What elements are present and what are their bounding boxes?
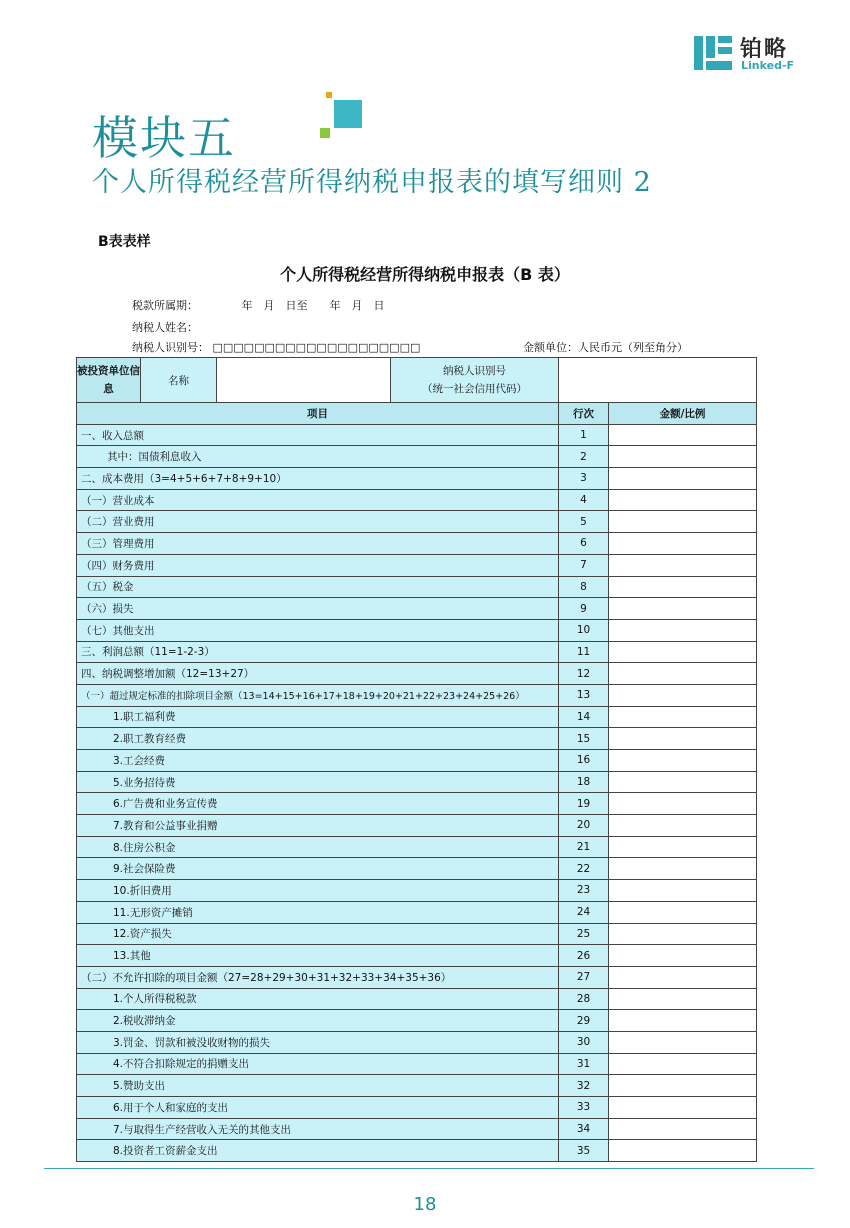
table-row xyxy=(77,793,757,815)
row-amount-field[interactable] xyxy=(609,554,757,576)
investee-name-label: 名称 xyxy=(141,358,217,403)
taxid-label-line1: 纳税人识别号 xyxy=(443,365,506,377)
row-amount-field[interactable] xyxy=(609,1118,757,1140)
row-label: 一、收入总额 xyxy=(77,424,559,446)
row-number: 12 xyxy=(559,663,609,685)
row-number: 19 xyxy=(559,793,609,815)
row-label: 3.罚金、罚款和被没收财物的损失 xyxy=(77,1031,559,1053)
row-amount-field[interactable] xyxy=(609,446,757,468)
row-number: 34 xyxy=(559,1118,609,1140)
row-amount-field[interactable] xyxy=(609,1010,757,1032)
col-header-row-no: 行次 xyxy=(559,403,609,425)
row-label: 5.业务招待费 xyxy=(77,771,559,793)
row-amount-field[interactable] xyxy=(609,945,757,967)
table-row xyxy=(77,641,757,663)
row-label: 10.折旧费用 xyxy=(77,880,559,902)
row-label: （五）税金 xyxy=(77,576,559,598)
row-number: 21 xyxy=(559,836,609,858)
row-label: 三、利润总额（11=1-2-3） xyxy=(77,641,559,663)
row-amount-field[interactable] xyxy=(609,424,757,446)
row-label: （四）财务费用 xyxy=(77,554,559,576)
row-number: 33 xyxy=(559,1097,609,1119)
row-amount-field[interactable] xyxy=(609,836,757,858)
row-amount-field[interactable] xyxy=(609,511,757,533)
table-row xyxy=(77,533,757,555)
row-amount-field[interactable] xyxy=(609,684,757,706)
table-row xyxy=(77,836,757,858)
row-label: 3.工会经费 xyxy=(77,750,559,772)
row-number: 11 xyxy=(559,641,609,663)
row-amount-field[interactable] xyxy=(609,468,757,490)
row-amount-field[interactable] xyxy=(609,815,757,837)
row-label: （二）不允许扣除的项目金额（27=28+29+30+31+32+33+34+35+36） xyxy=(77,966,559,988)
section-label: B表表样 xyxy=(98,234,151,250)
row-amount-field[interactable] xyxy=(609,1075,757,1097)
table-row xyxy=(77,880,757,902)
period-value: 年 月 日至 年 月 日 xyxy=(241,299,385,312)
row-number: 26 xyxy=(559,945,609,967)
row-number: 29 xyxy=(559,1010,609,1032)
row-number: 16 xyxy=(559,750,609,772)
row-amount-field[interactable] xyxy=(609,576,757,598)
row-number: 32 xyxy=(559,1075,609,1097)
row-label: 7.与取得生产经营收入无关的其他支出 xyxy=(77,1118,559,1140)
table-row xyxy=(77,446,757,468)
row-label: 2.税收滞纳金 xyxy=(77,1010,559,1032)
row-amount-field[interactable] xyxy=(609,663,757,685)
row-amount-field[interactable] xyxy=(609,1053,757,1075)
table-row xyxy=(77,945,757,967)
row-number: 5 xyxy=(559,511,609,533)
period-row xyxy=(132,297,385,313)
table-row xyxy=(77,771,757,793)
module-title: 模块五 xyxy=(92,111,236,165)
logo-en-text: Linked-F xyxy=(741,59,795,72)
row-amount-field[interactable] xyxy=(609,489,757,511)
row-amount-field[interactable] xyxy=(609,728,757,750)
brand-logo xyxy=(694,30,814,74)
row-amount-field[interactable] xyxy=(609,1031,757,1053)
table-row xyxy=(77,511,757,533)
row-label: （二）营业费用 xyxy=(77,511,559,533)
row-amount-field[interactable] xyxy=(609,750,757,772)
form-title: 个人所得税经营所得纳税申报表（B 表） xyxy=(280,265,570,284)
row-number: 8 xyxy=(559,576,609,598)
row-label: （七）其他支出 xyxy=(77,619,559,641)
row-number: 7 xyxy=(559,554,609,576)
taxpayer-id-row xyxy=(132,339,420,355)
logo-cn-text: 铂略 xyxy=(740,37,789,62)
table-row xyxy=(77,901,757,923)
row-amount-field[interactable] xyxy=(609,641,757,663)
taxpayer-id-label: 纳税人识别号： xyxy=(132,341,209,354)
row-label: 6.广告费和业务宣传费 xyxy=(77,793,559,815)
taxid-label-line2: （统一社会信用代码） xyxy=(422,383,527,395)
row-number: 6 xyxy=(559,533,609,555)
table-row xyxy=(77,706,757,728)
table-row xyxy=(77,728,757,750)
table-row xyxy=(77,750,757,772)
deco-square-green xyxy=(320,128,330,138)
row-number: 2 xyxy=(559,446,609,468)
page-number: 18 xyxy=(413,1194,437,1215)
row-amount-field[interactable] xyxy=(609,966,757,988)
row-number: 31 xyxy=(559,1053,609,1075)
row-number: 28 xyxy=(559,988,609,1010)
table-row xyxy=(77,1097,757,1119)
table-row xyxy=(77,554,757,576)
row-label: 1.个人所得税税款 xyxy=(77,988,559,1010)
investee-row xyxy=(77,358,757,403)
row-number: 13 xyxy=(559,684,609,706)
row-label: （一）营业成本 xyxy=(77,489,559,511)
row-number: 10 xyxy=(559,619,609,641)
table-row xyxy=(77,619,757,641)
row-label: 其中：国债利息收入 xyxy=(77,446,559,468)
table-row xyxy=(77,923,757,945)
table-row xyxy=(77,663,757,685)
row-amount-field[interactable] xyxy=(609,858,757,880)
investee-label: 被投资单位信息 xyxy=(77,358,141,403)
row-label: 12.资产损失 xyxy=(77,923,559,945)
deco-square-teal xyxy=(334,100,362,128)
investee-taxid-label xyxy=(391,358,559,403)
table-row xyxy=(77,489,757,511)
period-label: 税款所属期： xyxy=(132,299,198,312)
taxpayer-id-boxes: □□□□□□□□□□□□□□□□□□□□ xyxy=(212,341,421,354)
row-number: 1 xyxy=(559,424,609,446)
row-number: 25 xyxy=(559,923,609,945)
row-number: 30 xyxy=(559,1031,609,1053)
row-number: 22 xyxy=(559,858,609,880)
row-label: 7.教育和公益事业捐赠 xyxy=(77,815,559,837)
row-amount-field[interactable] xyxy=(609,793,757,815)
table-row xyxy=(77,1140,757,1162)
module-subtitle: 个人所得税经营所得纳税申报表的填写细则 2 xyxy=(92,167,652,198)
row-number: 4 xyxy=(559,489,609,511)
table-row xyxy=(77,424,757,446)
row-label: 4.不符合扣除规定的捐赠支出 xyxy=(77,1053,559,1075)
table-row xyxy=(77,1053,757,1075)
deco-square-yellow xyxy=(326,92,332,98)
row-number: 15 xyxy=(559,728,609,750)
row-number: 3 xyxy=(559,468,609,490)
table-row xyxy=(77,966,757,988)
table-row xyxy=(77,684,757,706)
row-number: 27 xyxy=(559,966,609,988)
row-amount-field[interactable] xyxy=(609,988,757,1010)
row-amount-field[interactable] xyxy=(609,923,757,945)
row-label: 1.职工福利费 xyxy=(77,706,559,728)
row-number: 35 xyxy=(559,1140,609,1162)
row-label: 二、成本费用（3=4+5+6+7+8+9+10） xyxy=(77,468,559,490)
row-amount-field[interactable] xyxy=(609,1140,757,1162)
row-number: 24 xyxy=(559,901,609,923)
row-amount-field[interactable] xyxy=(609,533,757,555)
table-row xyxy=(77,815,757,837)
row-amount-field[interactable] xyxy=(609,901,757,923)
row-number: 23 xyxy=(559,880,609,902)
row-label: 11.无形资产摊销 xyxy=(77,901,559,923)
row-amount-field[interactable] xyxy=(609,706,757,728)
table-row xyxy=(77,1010,757,1032)
table-row xyxy=(77,1031,757,1053)
row-label: 5.赞助支出 xyxy=(77,1075,559,1097)
row-label: （六）损失 xyxy=(77,598,559,620)
row-label: 8.住房公积金 xyxy=(77,836,559,858)
table-row xyxy=(77,988,757,1010)
row-label: 8.投资者工资薪金支出 xyxy=(77,1140,559,1162)
investee-taxid-field[interactable] xyxy=(559,358,757,403)
row-label: 6.用于个人和家庭的支出 xyxy=(77,1097,559,1119)
tax-form-table xyxy=(76,357,757,1162)
col-header-item: 项目 xyxy=(77,403,559,425)
row-label: 四、纳税调整增加额（12=13+27） xyxy=(77,663,559,685)
header-row xyxy=(77,403,757,425)
row-number: 20 xyxy=(559,815,609,837)
table-row xyxy=(77,598,757,620)
row-label: （三）管理费用 xyxy=(77,533,559,555)
row-amount-field[interactable] xyxy=(609,771,757,793)
investee-name-field[interactable] xyxy=(217,358,391,403)
row-number: 9 xyxy=(559,598,609,620)
row-label: 9.社会保险费 xyxy=(77,858,559,880)
amount-unit-label: 金额单位：人民币元（列至角分） xyxy=(523,341,688,354)
row-number: 14 xyxy=(559,706,609,728)
row-label: （一）超过规定标准的扣除项目金额（13=14+15+16+17+18+19+20+21+22+23+24+25+26） xyxy=(77,684,559,706)
row-number: 18 xyxy=(559,771,609,793)
row-amount-field[interactable] xyxy=(609,880,757,902)
col-header-amount: 金额/比例 xyxy=(609,403,757,425)
table-row xyxy=(77,468,757,490)
table-row xyxy=(77,576,757,598)
row-label: 13.其他 xyxy=(77,945,559,967)
table-row xyxy=(77,1118,757,1140)
logo-mark-icon xyxy=(694,32,734,72)
row-amount-field[interactable] xyxy=(609,1097,757,1119)
footer-divider xyxy=(44,1168,814,1169)
row-label: 2.职工教育经费 xyxy=(77,728,559,750)
taxpayer-name-label: 纳税人姓名： xyxy=(132,321,198,334)
row-amount-field[interactable] xyxy=(609,619,757,641)
table-row xyxy=(77,858,757,880)
table-row xyxy=(77,1075,757,1097)
row-amount-field[interactable] xyxy=(609,598,757,620)
